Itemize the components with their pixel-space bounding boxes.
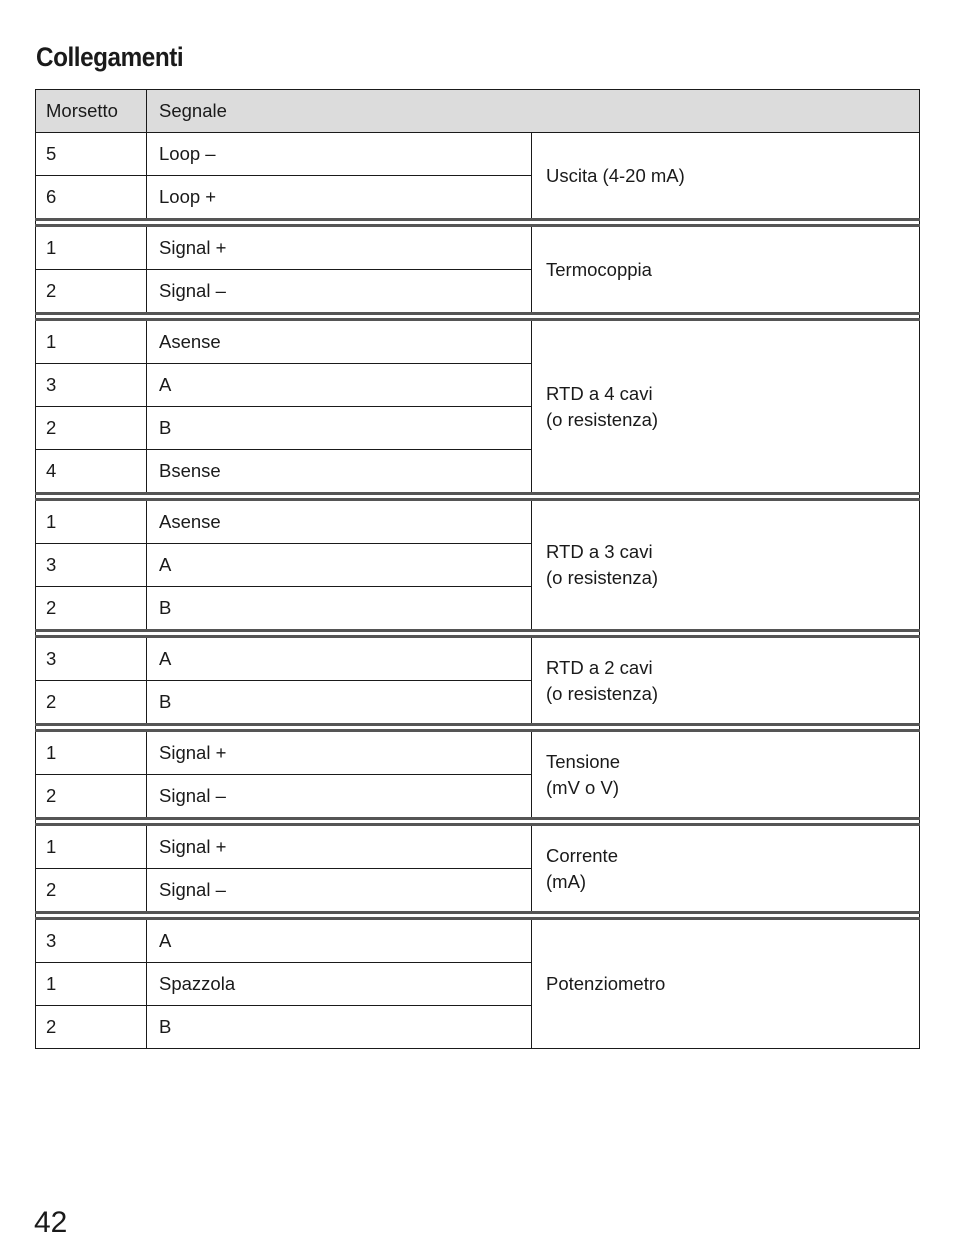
group-description-line: (o resistenza): [546, 408, 659, 430]
table-row: [36, 133, 920, 176]
signal-cell: Spazzola: [147, 963, 532, 1006]
terminal-cell: 1: [36, 226, 147, 270]
table-row: [36, 637, 920, 681]
group-description-cell: [532, 226, 920, 314]
terminal-cell: 4: [36, 450, 147, 494]
signal-cell: Asense: [147, 500, 532, 544]
signal-cell: A: [147, 919, 532, 963]
group-description-line: (o resistenza): [546, 567, 659, 588]
group-description-cell: [532, 919, 920, 1049]
group-description-line: (mA): [546, 870, 587, 892]
group-description-line: Corrente: [546, 844, 618, 866]
terminal-cell: 1: [36, 963, 147, 1006]
table-row: [36, 731, 920, 775]
terminal-cell: 1: [36, 320, 147, 364]
terminal-cell: 1: [36, 500, 147, 544]
group-description-line: RTD a 4 cavi: [546, 382, 653, 404]
signal-cell: Loop +: [147, 176, 532, 220]
terminal-cell: 3: [36, 364, 147, 407]
terminal-cell: 2: [36, 407, 147, 450]
group-description-line: (mV o V): [546, 776, 619, 798]
terminal-cell: 2: [36, 1006, 147, 1049]
terminal-cell: 2: [36, 681, 147, 725]
terminal-cell: 3: [36, 919, 147, 963]
terminal-cell: 1: [36, 731, 147, 775]
signal-cell: Bsense: [147, 450, 532, 494]
group-description-line: RTD a 2 cavi: [546, 656, 653, 678]
group-description-cell: [532, 731, 920, 819]
signal-cell: Signal +: [147, 226, 532, 270]
table-row: [36, 226, 920, 270]
terminal-cell: 3: [36, 637, 147, 681]
group-description-line: (o resistenza): [546, 682, 659, 704]
group-description-line: Tensione: [546, 750, 621, 772]
signal-cell: B: [147, 407, 532, 450]
group-description-line: RTD a 3 cavi: [546, 541, 653, 562]
signal-cell: B: [147, 587, 532, 631]
signal-cell: A: [147, 544, 532, 587]
group-description-cell: [532, 825, 920, 913]
signal-cell: Signal –: [147, 775, 532, 819]
page-title: Collegamenti: [36, 42, 184, 72]
group-description-cell: [532, 637, 920, 725]
group-description-line: Termocoppia: [546, 258, 652, 280]
group-description-cell: [532, 133, 920, 220]
terminal-cell: 2: [36, 587, 147, 631]
signal-cell: B: [147, 681, 532, 725]
header-terminal: Morsetto: [36, 90, 147, 133]
signal-cell: Signal –: [147, 270, 532, 314]
signal-cell: Signal +: [147, 825, 532, 869]
group-description-line: Potenziometro: [546, 973, 666, 994]
terminal-cell: 3: [36, 544, 147, 587]
terminal-cell: 1: [36, 825, 147, 869]
header-signal: Segnale: [147, 90, 920, 133]
terminal-cell: 6: [36, 176, 147, 220]
signal-cell: Signal +: [147, 731, 532, 775]
table-row: [36, 919, 920, 963]
signal-cell: Asense: [147, 320, 532, 364]
table-row: [36, 825, 920, 869]
terminal-cell: 5: [36, 133, 147, 176]
signal-cell: A: [147, 637, 532, 681]
page-number: 42: [34, 1206, 68, 1239]
table-body: [36, 133, 920, 1049]
signal-cell: B: [147, 1006, 532, 1049]
table-row: [36, 320, 920, 364]
signal-cell: Signal –: [147, 869, 532, 913]
terminal-cell: 2: [36, 869, 147, 913]
terminal-cell: 2: [36, 775, 147, 819]
signal-cell: Loop –: [147, 133, 532, 176]
group-description-line: Uscita (4-20 mA): [546, 164, 685, 186]
wiring-table: [35, 89, 920, 1049]
table-header-row: [36, 90, 920, 133]
signal-cell: A: [147, 364, 532, 407]
terminal-cell: 2: [36, 270, 147, 314]
group-description-cell: [532, 320, 920, 494]
group-description-cell: [532, 500, 920, 631]
table-row: [36, 500, 920, 544]
